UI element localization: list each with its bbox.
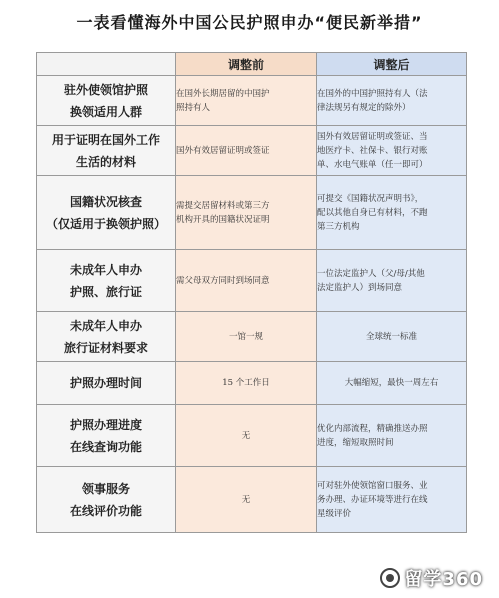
item-cell	[37, 467, 176, 533]
after-cell	[317, 467, 467, 533]
header-before: 调整前	[176, 53, 317, 76]
after-text: 进度，缩短取照时间	[317, 437, 394, 448]
after-text: 单、水电气账单（任一即可）	[317, 159, 428, 170]
before-text: 需父母双方同时到场同意	[176, 275, 270, 286]
after-text: 优化内部流程，精确推送办照	[317, 423, 428, 434]
before-text: 15 个工作日	[222, 378, 270, 388]
watermark-text: 留学360	[404, 569, 483, 590]
item-text: 驻外使领馆护照	[63, 82, 148, 97]
table-header-row	[37, 53, 467, 76]
before-text: 一馆一规	[228, 331, 263, 342]
after-text: 在国外的中国护照持有人（法	[317, 88, 428, 99]
after-text: 律法规另有规定的除外）	[317, 102, 411, 113]
after-cell	[317, 176, 467, 250]
after-text: 国外有效居留证明或签证、当	[317, 131, 428, 142]
before-cell	[176, 126, 317, 176]
after-text: 可提交《国籍状况声明书》，	[317, 193, 424, 204]
after-cell	[317, 312, 467, 362]
item-text: 旅行证材料要求	[63, 340, 148, 355]
table-row	[37, 362, 467, 405]
item-text: 护照办理时间	[69, 376, 142, 390]
table-row	[37, 405, 467, 467]
globe-icon	[380, 568, 400, 588]
header-item-cell	[37, 53, 176, 76]
item-cell	[37, 405, 176, 467]
after-text: 法定监护人）到场同意	[317, 282, 403, 293]
table-row	[37, 76, 467, 126]
table-row	[37, 250, 467, 312]
item-text: 护照、旅行证	[69, 284, 142, 299]
comparison-table	[36, 52, 467, 533]
before-text: 机构开具的国籍状况证明	[176, 214, 270, 225]
header-after: 调整后	[317, 53, 467, 76]
item-cell	[37, 362, 176, 405]
before-cell	[176, 250, 317, 312]
item-text: （仅适用于换领护照）	[45, 216, 166, 231]
before-text: 照持有人	[176, 102, 211, 113]
before-cell	[176, 362, 317, 405]
before-cell	[176, 467, 317, 533]
table-row	[37, 312, 467, 362]
before-cell	[176, 176, 317, 250]
before-text: 无	[241, 494, 251, 505]
page-title: 一表看懂海外中国公民护照申办“便民新举措”	[76, 13, 423, 32]
after-cell	[317, 362, 467, 405]
after-text: 配以其他自身已有材料，不跑	[317, 207, 428, 218]
item-text: 生活的材料	[75, 154, 136, 169]
before-cell	[176, 76, 317, 126]
item-text: 用于证明在国外工作	[51, 132, 160, 147]
before-cell	[176, 312, 317, 362]
item-cell	[37, 250, 176, 312]
after-cell	[317, 250, 467, 312]
before-text: 在国外长期居留的中国护	[176, 88, 270, 99]
item-cell	[37, 176, 176, 250]
after-cell	[317, 405, 467, 467]
before-cell	[176, 405, 317, 467]
item-text: 国籍状况核查	[69, 194, 142, 209]
item-text: 领事服务	[81, 481, 130, 496]
after-text: 务办理、办证环境等进行在线	[317, 494, 428, 505]
before-text: 国外有效居留证明或签证	[176, 145, 270, 156]
item-text: 在线查询功能	[69, 439, 142, 454]
before-text: 需提交居留材料或第三方	[176, 200, 270, 211]
after-text: 星级评价	[317, 508, 352, 519]
after-text: 大幅缩短，最快一周左右	[344, 378, 439, 388]
item-cell	[37, 312, 176, 362]
after-cell	[317, 126, 467, 176]
item-text: 未成年人申办	[69, 262, 142, 277]
item-text: 未成年人申办	[69, 318, 142, 333]
after-text: 一位法定监护人（父/母/其他	[317, 268, 425, 279]
item-text: 在线评价功能	[69, 503, 142, 518]
table-row	[37, 126, 467, 176]
after-text: 全球统一标准	[365, 331, 417, 342]
item-cell	[37, 126, 176, 176]
after-text: 第三方机构	[317, 221, 360, 232]
before-text: 无	[241, 430, 251, 441]
item-cell	[37, 76, 176, 126]
table-row	[37, 176, 467, 250]
table-row	[37, 467, 467, 533]
after-cell	[317, 76, 467, 126]
after-text: 地医疗卡、社保卡、银行对账	[317, 145, 428, 156]
item-text: 护照办理进度	[69, 417, 142, 432]
after-text: 可对驻外使领馆窗口服务、业	[317, 480, 428, 491]
watermark-logo	[380, 566, 483, 590]
item-text: 换领适用人群	[69, 104, 142, 119]
